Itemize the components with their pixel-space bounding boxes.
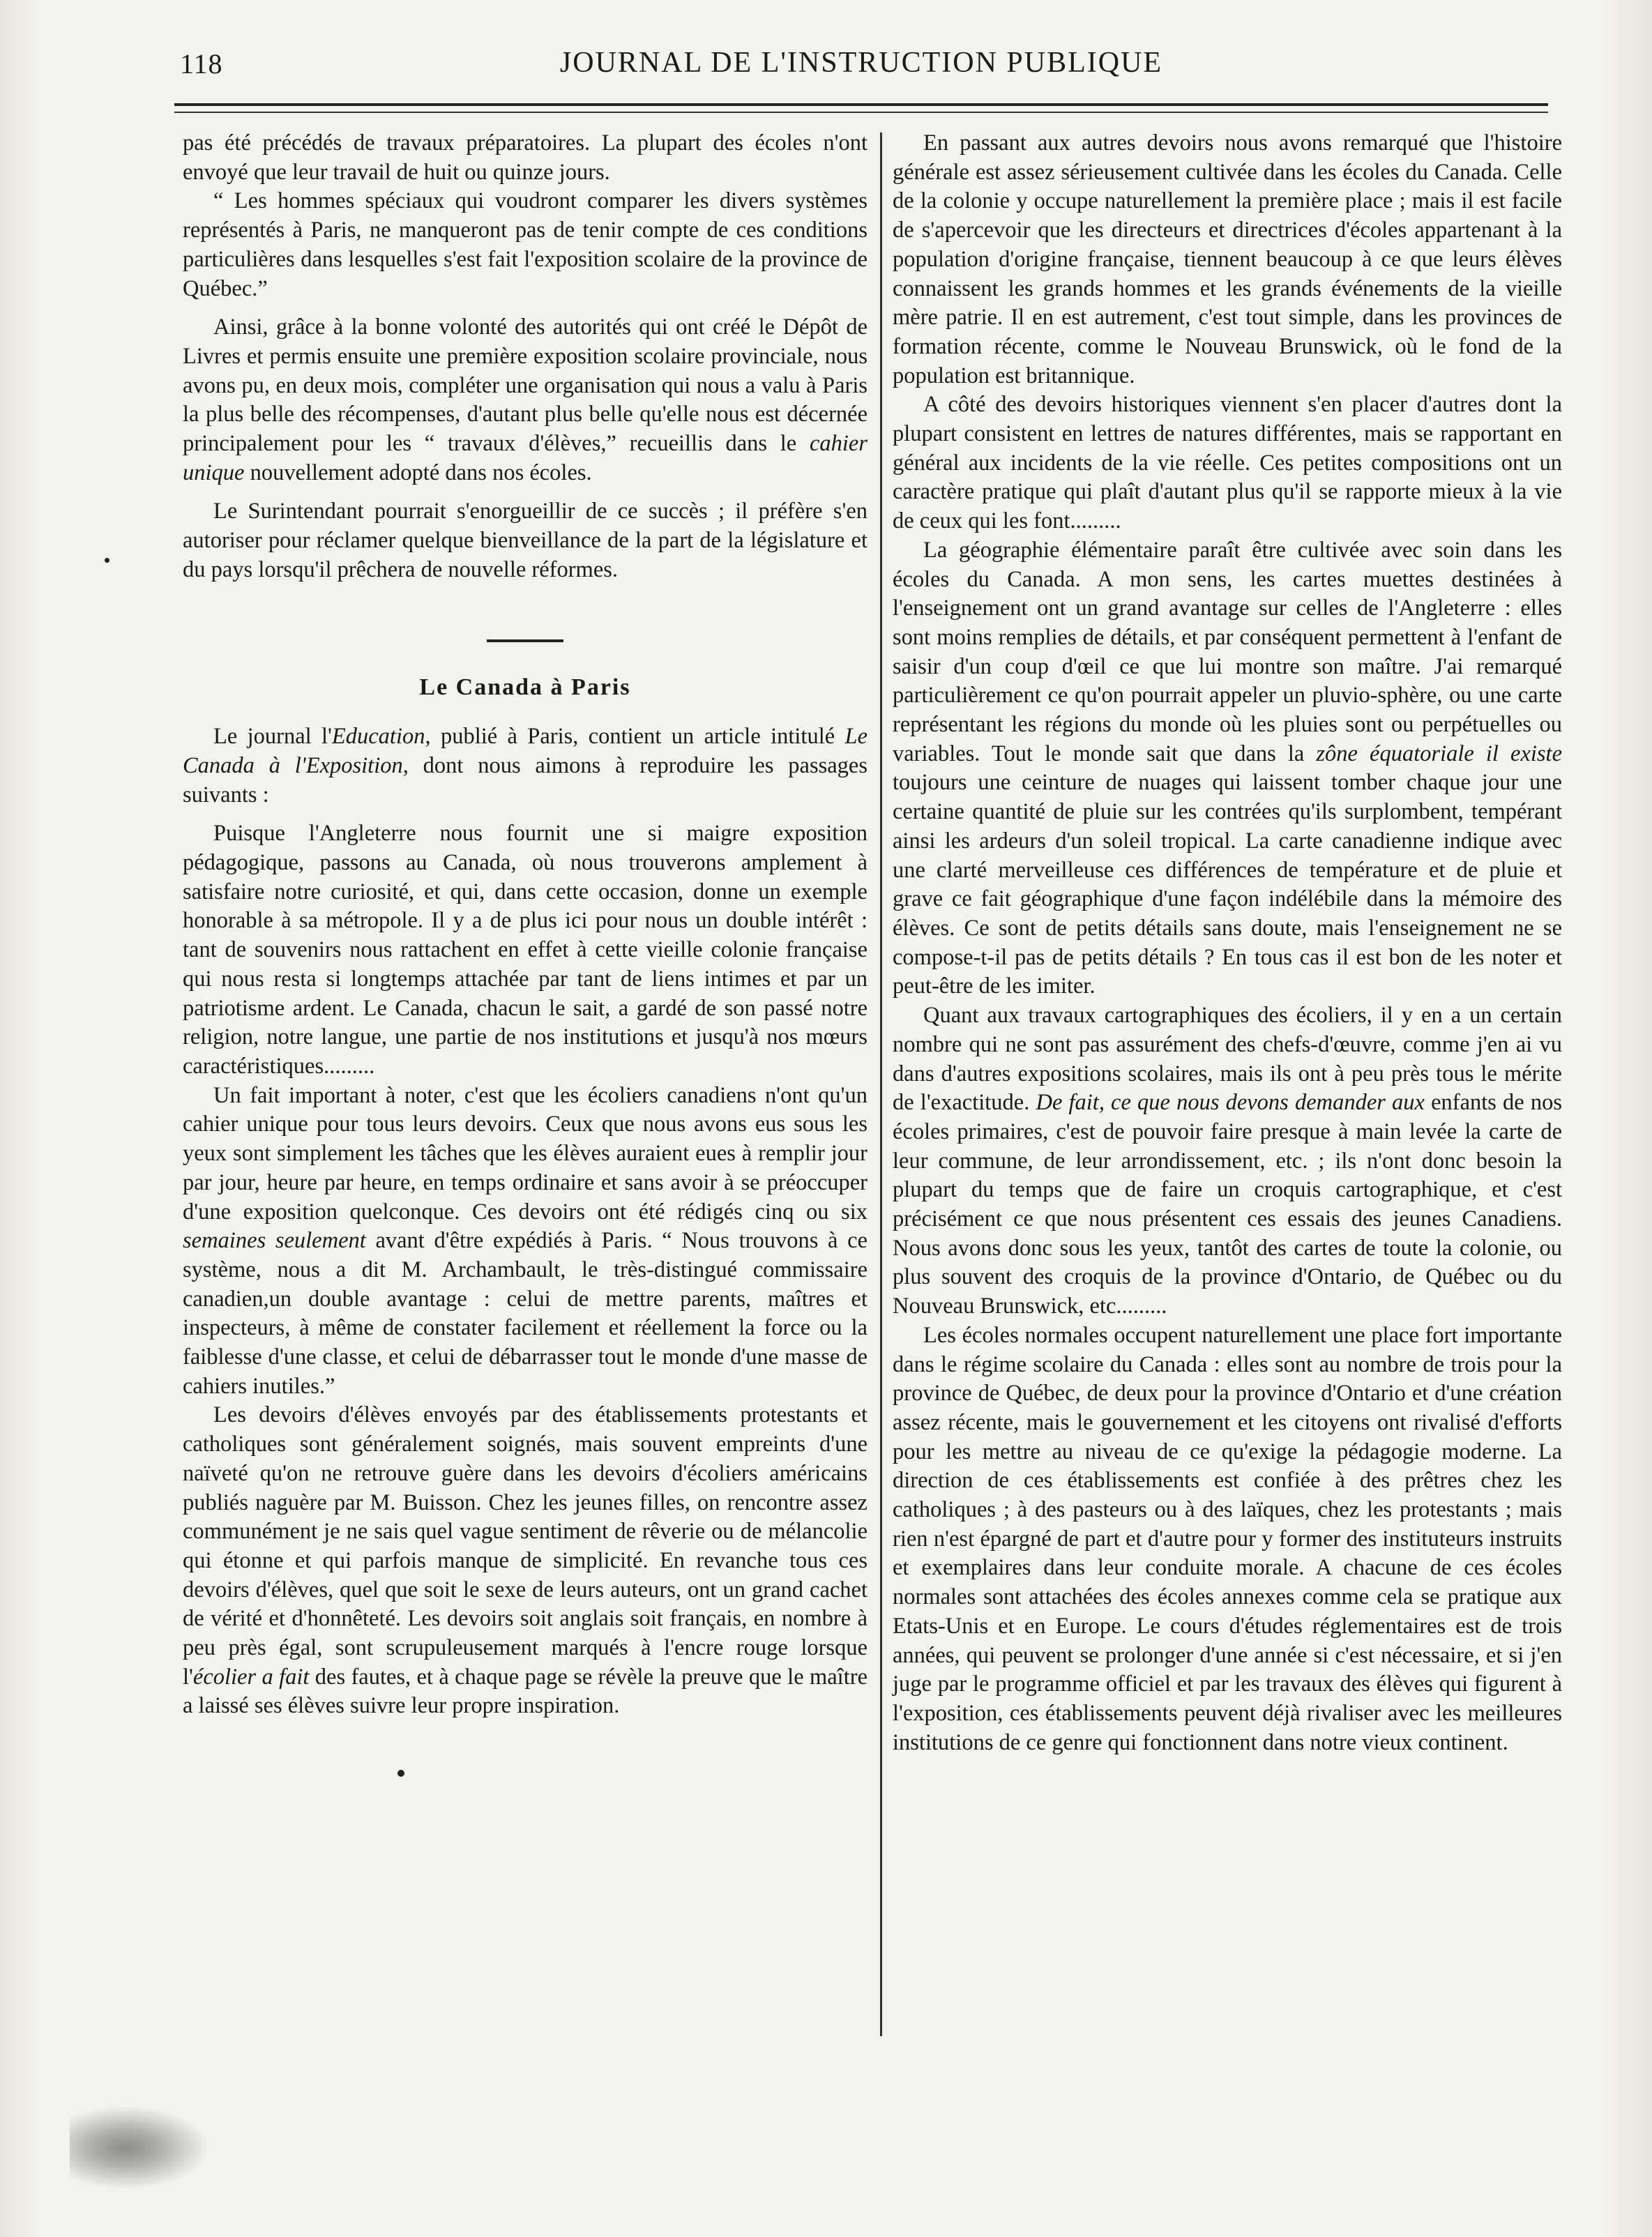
paragraph: En passant aux autres devoirs nous avons remarqué que l'histoire générale est assez sérieusement cultivée dans les écoles du Canada. Celle de la colonie y occupe naturellement la première place ; mais il est facile de s'apercevoir que les directeurs et directrices d'écoles appartenant à la population d'origine française, tiennent beaucoup à ce que leurs élèves connaissent les grands hommes et les grands événements de la vieille mère patrie. Il en est autrement, c'est tout simple, dans les provinces de formation récente, comme le Nouveau Brunswick, où le fond de la population est britannique. [893, 130, 1562, 388]
paragraph: Puisque l'Angleterre nous fournit une si maigre exposition pédagogique, passons au Canada, où nous trouverons amplement à satisfaire notre curiosité, et qui, dans cette occasion, donne un exemple honorable à sa métropole. Il y a de plus ici pour nous un double intérêt : tant de souvenirs nous rattachent en effet à cette vieille colonie française qui nous resta si longtemps attachée par tant de liens intimes et par un patriotisme ardent. Le Canada, chacun le sait, a gardé de son passé notre religion, notre langue, une partie de nos institutions et jusqu'à nos mœurs caractéristiques......... [183, 821, 867, 1079]
section-title: Le Canada à Paris [419, 674, 631, 700]
paragraph: Quant aux travaux cartographiques des écoliers, il y en a un certain nombre qui ne sont pas assurément des chefs-d'œuvre, comme j'en ai vu dans d'autres expositions scolaires, mais ils ont à peu près tous le mérite de l'exactitude. De fait, ce que nous devons demander aux enfants de nos écoles primaires, c'est de pouvoir faire presque à main levée la carte de leur commune, de leur arrondissement, etc. ; ils n'ont donc besoin la plupart du temps que de faire un croquis cartographique, et c'est précisément ce que nous présentent ces essais des jeunes Canadiens. Nous avons donc sous les yeux, tantôt des cartes de toute la colonie, ou plus souvent des croquis de la province d'Ontario, de Québec ou du Nouveau Brunswick, etc......... [893, 1003, 1562, 1319]
paragraph: Les devoirs d'élèves envoyés par des établissements protestants et catholiques sont généralement soignés, mais souvent empreints d'une naïveté qu'on ne retrouve guère dans les devoirs d'écoliers américains publiés naguère par M. Buisson. Chez les jeunes filles, on rencontre assez communément je ne sais quel vague sentiment de rêverie ou de mélancolie qui étonne et qui parfois manque de simplicité. En revanche tous ces devoirs d'élèves, quel que soit le sexe de leurs auteurs, ont un grand cachet de vérité et d'honnêteté. Les devoirs soit anglais soit français, en nombre à peu près égal, sont scrupuleusement marqués à l'encre rouge lorsque l'écolier a fait des fautes, et à chaque page se révèle la preuve que le maître a laissé ses élèves suivre leur propre inspiration. [183, 1402, 867, 1719]
paragraph: “ Les hommes spéciaux qui voudront comparer les divers systèmes représentés à Paris, ne manqueront pas de tenir compte de ces conditions particulières dans lesquelles s'est fait l'exposition scolaire de la province de Québec.” [183, 188, 867, 301]
paragraph: Le journal l'Education, publié à Paris, contient un article intitulé Le Canada à l'Exposition, dont nous aimons à reproduire les passages suivants : [183, 724, 868, 807]
paragraph: Ainsi, grâce à la bonne volonté des autorités qui ont créé le Dépôt de Livres et permis ensuite une première exposition scolaire provinciale, nous avons pu, en deux mois, compléter une organisation qui nous a valu à Paris la plus belle des récompenses, d'autant plus belle qu'elle nous est décernée principalement pour les “ travaux d'élèves,” recueillis dans le cahier unique nouvellement adopté dans nos écoles. [183, 314, 867, 485]
left-column [183, 129, 867, 2054]
right-column [893, 129, 1562, 2054]
column-divider [880, 132, 882, 2036]
paragraph: Un fait important à noter, c'est que les écoliers canadiens n'ont qu'un cahier unique pour tous leurs devoirs. Ceux que nous avons eus sous les yeux sont simplement les tâches que les élèves auraient eues à remplir jour par jour, heure par heure, en temps ordinaire et sans avoir à se préoccuper d'une exposition quelconque. Ces devoirs ont été rédigés cinq ou six semaines seulement avant d'être expédiés à Paris. “ Nous trouvons à ce système, nous a dit M. Archambault, le très-distingué commissaire canadien,un double avantage : celui de mettre parents, maîtres et inspecteurs, à même de constater facilement et réellement la force ou la faiblesse d'une classe, et celui de débarrasser tout le monde d'une masse de cahiers inutiles.” [183, 1082, 867, 1399]
header-rule-thick [174, 103, 1548, 106]
paragraph: La géographie élémentaire paraît être cultivée avec soin dans les écoles du Canada. A mon sens, les cartes muettes destinées à l'enseignement ont un grand avantage sur celles de l'Angleterre : elles sont moins remplies de détails, et par conséquent permettent à l'enfant de saisir d'un coup d'œil ce que lui montre son maître. J'ai remarqué particulièrement ce qu'on pourrait appeler un pluvio-sphère, ou une carte représentant les régions du monde où les pluies sont ou perpétuelles ou variables. Tout le monde sait que dans la zône équatoriale il existe toujours une ceinture de nuages qui laissent tomber chaque jour une certaine quantité de pluie sur les contrées qu'ils surplombent, tempérant ainsi les ardeurs d'un soleil tropical. La carte canadienne indique avec une clarté merveilleuse ces différences de température et de pluie et grave ce fait géographique d'une façon indélébile dans la mémoire des élèves. Ce sont de petits détails sans doute, mais l'enseignement ne se compose-t-il pas de petits détails ? En tous cas il est bon de les noter et peut-être de les imiter. [893, 537, 1563, 999]
paragraph: Les écoles normales occupent naturellement une place fort importante dans le régime scolaire du Canada : elles sont au nombre de trois pour la province de Québec, de deux pour la province d'Ontario et d'une création assez récente, mais le gouvernement et les citoyens ont rivalisé d'efforts pour les mettre au niveau de ce qu'exige la pédagogie moderne. La direction de ces établissements est confiée à des prêtres chez les catholiques ; à des pasteurs ou à des laïques, chez les protestants ; mais rien n'est épargné de part et d'autre pour y former des instituteurs instruits et exemplaires dans leur conduite morale. A chacune de ces écoles normales sont attachées des écoles annexes comme cela se pratique aux Etats-Unis et en Europe. Le cours d'études réglementaires est de trois années, qui peuvent se prolonger d'une année si c'est nécessaire, et si j'en juge par le programme officiel et par les travaux des élèves qui figurent à l'exposition, ces établissements peuvent déjà rivaliser avec les meilleures institutions de ce genre qui fonctionnent dans notre vieux continent. [893, 1322, 1562, 1755]
page-header [174, 43, 1548, 85]
header-rule-thin [174, 112, 1548, 113]
page-number: 118 [180, 48, 223, 79]
paragraph: Le Surintendant pourrait s'enorgueillir de ce succès ; il préfère s'en autoriser pour réclamer quelque bienveillance de la part de la législature et du pays lorsqu'il prêchera de nouvelle réformes. [183, 499, 867, 582]
ink-stain [70, 2106, 209, 2190]
ink-dot [397, 1770, 404, 1777]
paragraph: A côté des devoirs historiques viennent s'en placer d'autres dont la plupart consistent en lettres de natures différentes, mais se rapportant en général aux incidents de la vie réelle. Ces petites compositions ont un caractère pratique qui plaît d'autant plus qu'il se rapporte mieux à la vie de ceux qui les font......... [893, 392, 1562, 534]
section-divider [487, 639, 563, 642]
ink-dot [105, 558, 109, 563]
running-title: JOURNAL DE L'INSTRUCTION PUBLIQUE [559, 47, 1163, 79]
paragraph: pas été précédés de travaux préparatoires. La plupart des écoles n'ont envoyé que leur travail de huit ou quinze jours. [183, 130, 867, 185]
